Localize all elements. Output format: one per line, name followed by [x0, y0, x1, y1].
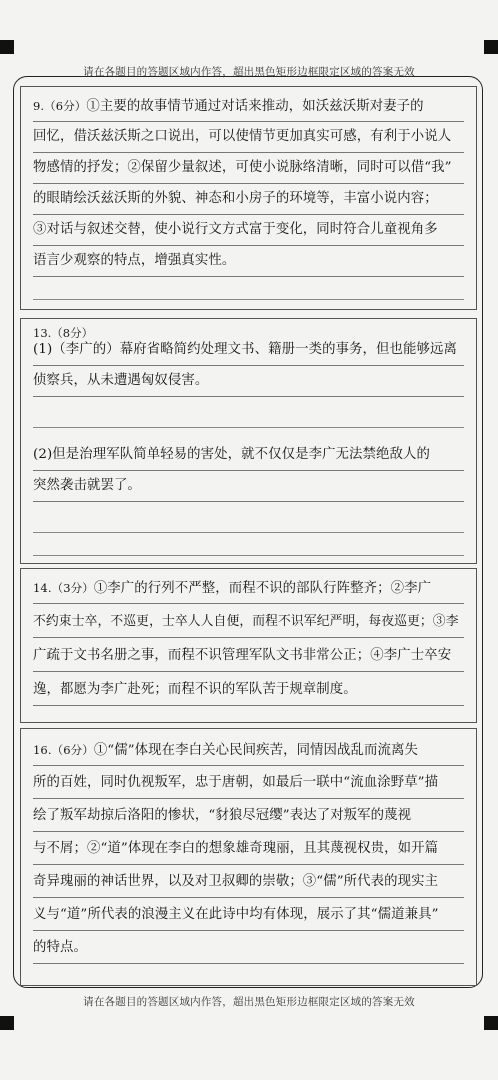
- alignment-marker-top-left: [0, 40, 14, 54]
- answer-text: ①“儒”体现在李白关心民间疾苦，同情因战乱而流离失: [93, 743, 418, 758]
- answer-line: 逸，都愿为李广赴死；而程不识的军队苦于规章制度。: [33, 675, 464, 706]
- answer-line: 绘了叛军劫掠后洛阳的惨状，“豺狼尽冠缨”表达了对叛军的蔑视: [33, 801, 464, 832]
- answer-section-q16: [20, 728, 477, 986]
- answer-section-q13: [20, 318, 477, 564]
- answer-line: 语言少观察的特点，增强真实性。: [33, 246, 464, 277]
- answer-line: 与不屑；②“道”体现在李白的想象雄奇瑰丽，且其蔑视权贵，如开篇: [33, 834, 464, 865]
- answer-line: 突然袭击就罢了。: [33, 471, 464, 502]
- question-number: 16.（6分）: [33, 743, 94, 757]
- answer-line: (2)但是治理军队简单轻易的害处，就不仅仅是李广无法禁绝敌人的: [33, 440, 464, 471]
- blank-answer-line: [33, 555, 464, 556]
- question-number: 13.（8分）: [33, 326, 94, 340]
- answer-line: 奇异瑰丽的神话世界，以及对卫叔卿的崇敬；③“儒”所代表的现实主: [33, 867, 464, 898]
- blank-answer-line: [33, 299, 464, 300]
- answer-line: 不约束士卒，不巡更，士卒人人自便，而程不识军纪严明，每夜巡更；③李: [33, 607, 464, 638]
- blank-answer-line: [33, 532, 464, 533]
- answer-line: 义与“道”所代表的浪漫主义在此诗中均有体现，展示了其“儒道兼具”: [33, 900, 464, 931]
- alignment-marker-top-right: [484, 40, 498, 54]
- answer-line: 的特点。: [33, 933, 464, 964]
- answer-line: 物感情的抒发；②保留少量叙述，可使小说脉络清晰，同时可以借“我”: [33, 153, 464, 184]
- answer-area-notice-top: 请在各题目的答题区域内作答，超出黑色矩形边框限定区域的答案无效: [83, 66, 415, 78]
- answer-line: [33, 573, 464, 604]
- answer-line: 的眼睛绘沃兹沃斯的外貌、神态和小房子的环境等，丰富小说内容；: [33, 184, 464, 215]
- answer-line: 广疏于文书名册之事，而程不识管理军队文书非常公正；④李广士卒安: [33, 641, 464, 672]
- answer-text: ①李广的行列不严整，而程不识的部队行阵整齐；②李广: [93, 581, 432, 596]
- blank-answer-line: [33, 427, 464, 428]
- alignment-marker-bottom-left: [0, 1016, 14, 1030]
- answer-line: (1)（李广的）幕府省略简约处理文书、籍册一类的事务，但也能够远离: [33, 335, 464, 366]
- answer-text: ①主要的故事情节通过对话来推动，如沃兹沃斯对妻子的: [86, 99, 424, 114]
- answer-line: 回忆，借沃兹沃斯之口说出，可以使情节更加真实可感，有利于小说人: [33, 122, 464, 153]
- answer-section-q9: [20, 86, 477, 310]
- answer-section-q14: [20, 568, 477, 723]
- answer-area-notice-bottom: 请在各题目的答题区域内作答，超出黑色矩形边框限定区域的答案无效: [83, 996, 415, 1008]
- question-number: 14.（3分）: [33, 581, 94, 595]
- answer-line: 所的百姓，同时仇视叛军，忠于唐朝，如最后一联中“流血涂野草”描: [33, 768, 464, 799]
- answer-line: [33, 91, 464, 122]
- question-number: 9.（6分）: [33, 99, 87, 113]
- alignment-marker-bottom-right: [484, 1016, 498, 1030]
- answer-line: ③对话与叙述交替，使小说行文方式富于变化，同时符合儿童视角多: [33, 215, 464, 246]
- answer-line: [33, 735, 464, 766]
- answer-line: 侦察兵，从未遭遇匈奴侵害。: [33, 366, 464, 397]
